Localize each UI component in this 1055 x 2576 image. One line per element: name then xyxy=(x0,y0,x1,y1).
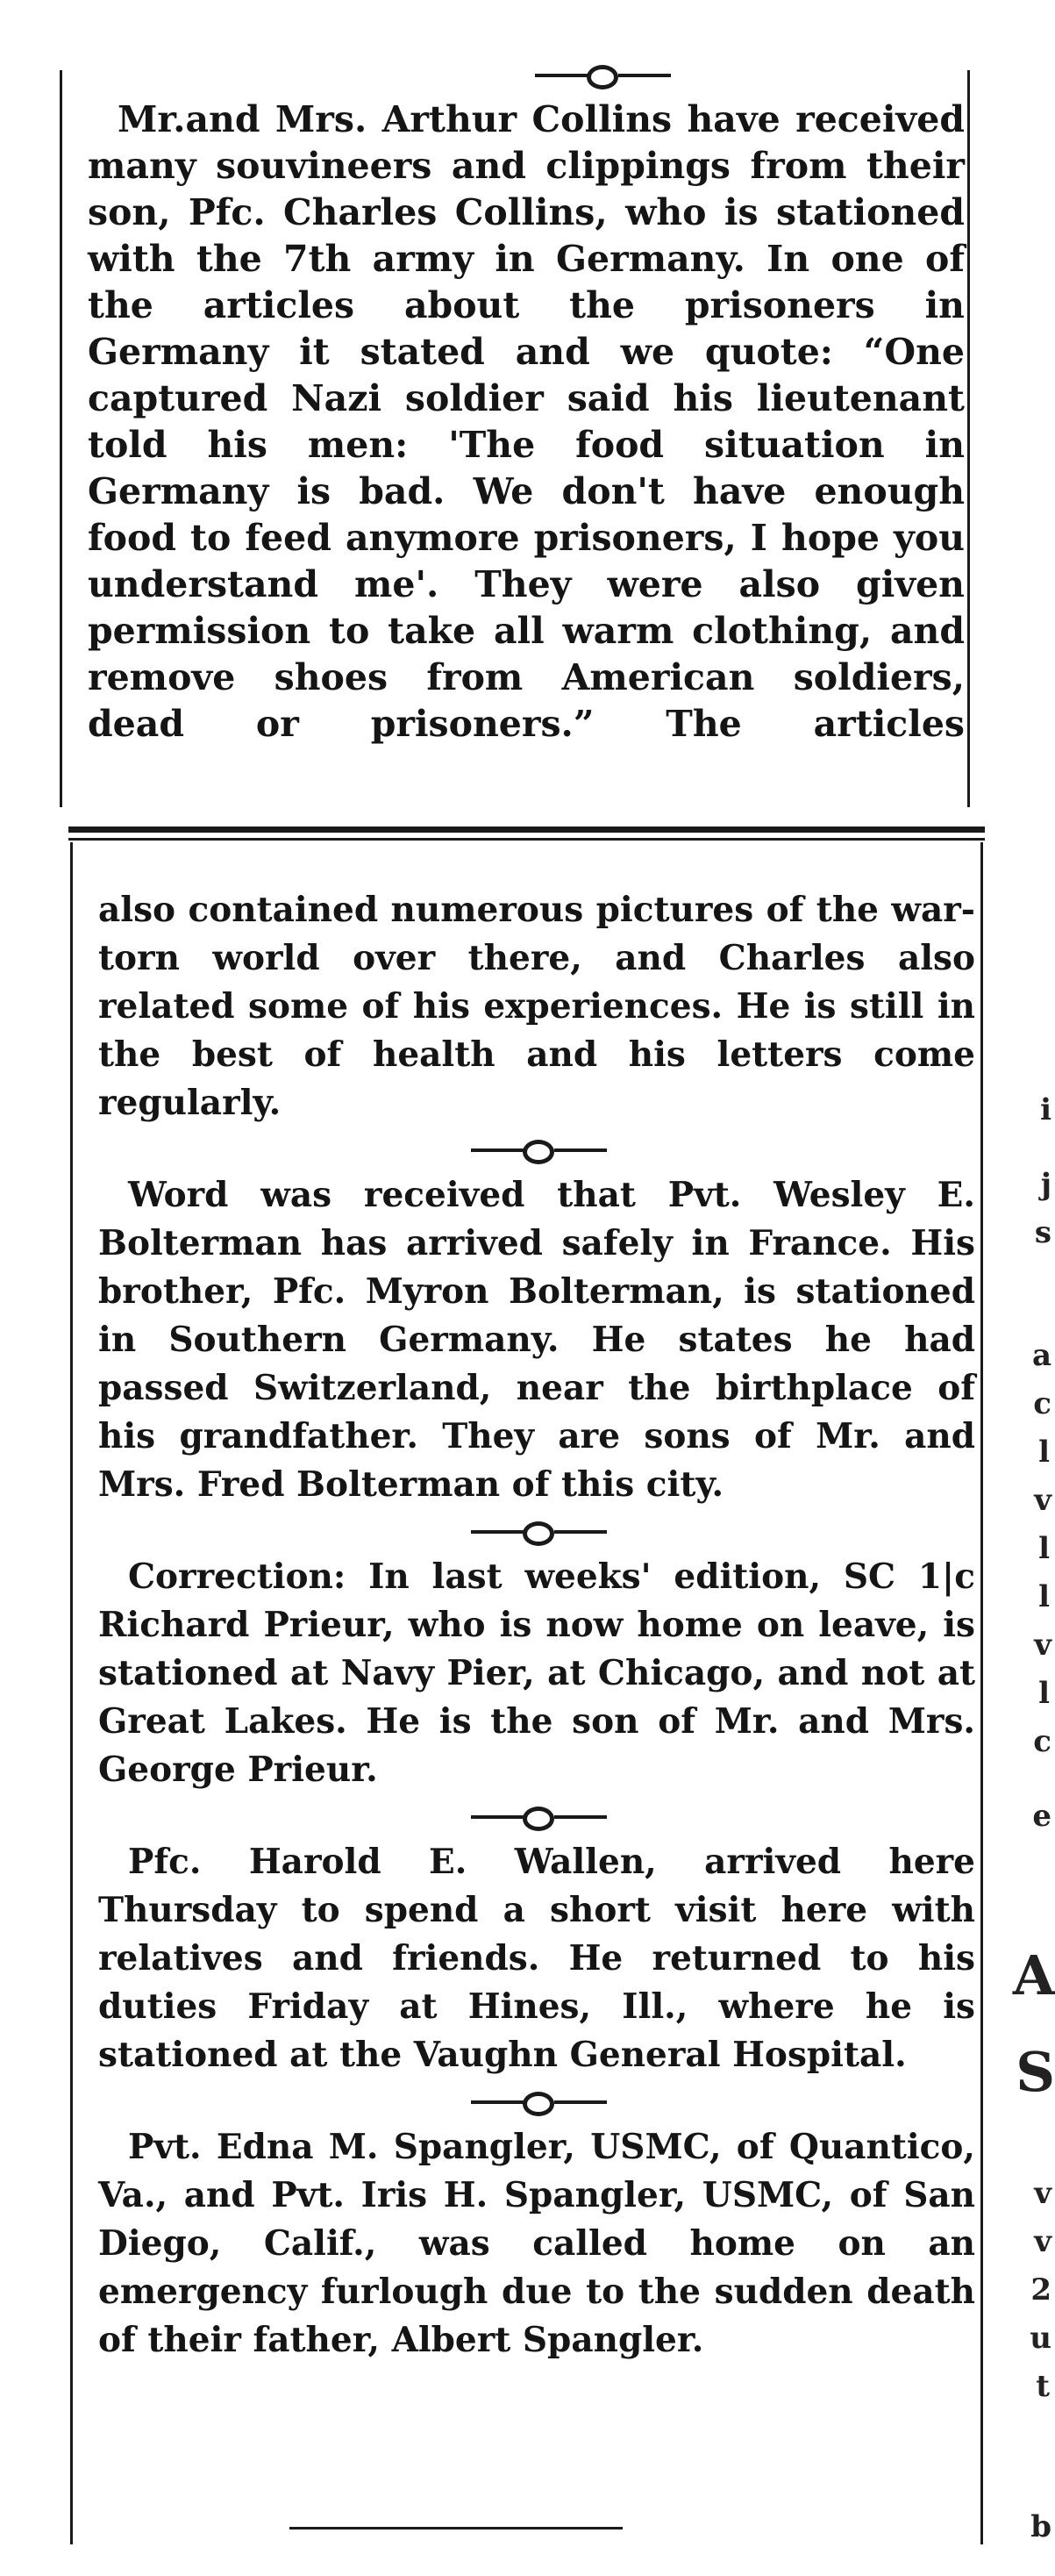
collins-article-text: Mr.and Mrs. Arthur Collins have received many souvineers and clippings from their son, Pfc. Charles Collins, who is stationed with the 7th army in Germany. In one of the articles about the prisoners in Germany it stated and we quote: “One captured Nazi soldier said his lieutenant told his men: 'The food situation in Germany is bad. We don't have enough food to feed anymore prisoners, I hope you understand me'. They were also given permission to take all warm clothing, and remove shoes from American soldiers, dead or prisoners.” The articles xyxy=(88,98,965,745)
collins-article-continuation: also contained numerous pictures of the war-torn world over there, and Charles also related some of his experiences. He is still in the best of health and his letters come regularly. xyxy=(98,890,975,1123)
fragment-letter: c xyxy=(1033,1386,1051,1421)
fragment-letter: a xyxy=(1031,1338,1051,1373)
left-column-rule-bottom xyxy=(70,842,73,2544)
fragment-letter: l xyxy=(1038,1531,1050,1566)
fragment-letter: c xyxy=(1033,1724,1051,1759)
fragment-letter: l xyxy=(1038,1435,1050,1470)
separator-ornament xyxy=(98,1794,975,1838)
spangler-item: Pvt. Edna M. Spangler, USMC, of Quantico, Va., and Pvt. Iris H. Spangler, USMC, of San Diego, Calif., was called home on an emergency furlough due to the sudden death of their father, Albert Spangler. xyxy=(98,2127,975,2360)
right-column-rule-top xyxy=(967,70,970,807)
right-column-rule-bottom xyxy=(980,842,983,2544)
article-bottom xyxy=(98,886,975,2365)
fragment-letter: t xyxy=(1036,2369,1050,2404)
fragment-letter: 2 xyxy=(1030,2272,1051,2308)
left-column-rule-top xyxy=(60,70,62,807)
separator-ornament xyxy=(98,1509,975,1553)
section-divider-thin xyxy=(68,838,985,841)
fragment-letter: A xyxy=(1012,1943,1055,2007)
fragment-letter: i xyxy=(1040,1092,1051,1127)
wallen-item: Pfc. Harold E. Wallen, arrived here Thursday to spend a short visit here with relatives and friends. He returned to his duties Friday at Hines, Ill., where he is stationed at the Vaughn General Hospital. xyxy=(98,1842,975,2075)
article-top xyxy=(88,97,965,748)
separator-ornament xyxy=(88,53,965,97)
fragment-letter: e xyxy=(1032,1799,1051,1834)
fragment-letter: S xyxy=(1016,2040,1055,2104)
fragment-letter: l xyxy=(1038,1676,1050,1711)
fragment-letter: l xyxy=(1038,1579,1050,1614)
fragment-letter: s xyxy=(1034,1215,1051,1250)
fragment-letter: v xyxy=(1034,1628,1051,1663)
fragment-letter: b xyxy=(1030,2509,1051,2544)
separator-ornament xyxy=(98,1127,975,1171)
bolterman-item: Word was received that Pvt. Wesley E. Bolterman has arrived safely in France. His brother, Pfc. Myron Bolterman, is stationed in Southern Germany. He states he had passed Switzerland, near the birthplace of his grandfather. They are sons of Mr. and Mrs. Fred Bolterman of this city. xyxy=(98,1175,975,1505)
section-divider-thick xyxy=(68,826,985,833)
fragment-letter: u xyxy=(1030,2321,1051,2356)
fragment-letter: v xyxy=(1034,1483,1051,1518)
fragment-letter: v xyxy=(1034,2176,1051,2211)
fragment-letter: j xyxy=(1040,1167,1051,1202)
separator-ornament xyxy=(98,2079,975,2123)
bottom-divider xyxy=(289,2527,623,2529)
prieur-correction-item: Correction: In last weeks' edition, SC 1|c Richard Prieur, who is now home on leave, is stationed at Navy Pier, at Chicago, and not at Great Lakes. He is the son of Mr. and Mrs. George Prieur. xyxy=(98,1556,975,1790)
fragment-letter: v xyxy=(1034,2224,1051,2259)
